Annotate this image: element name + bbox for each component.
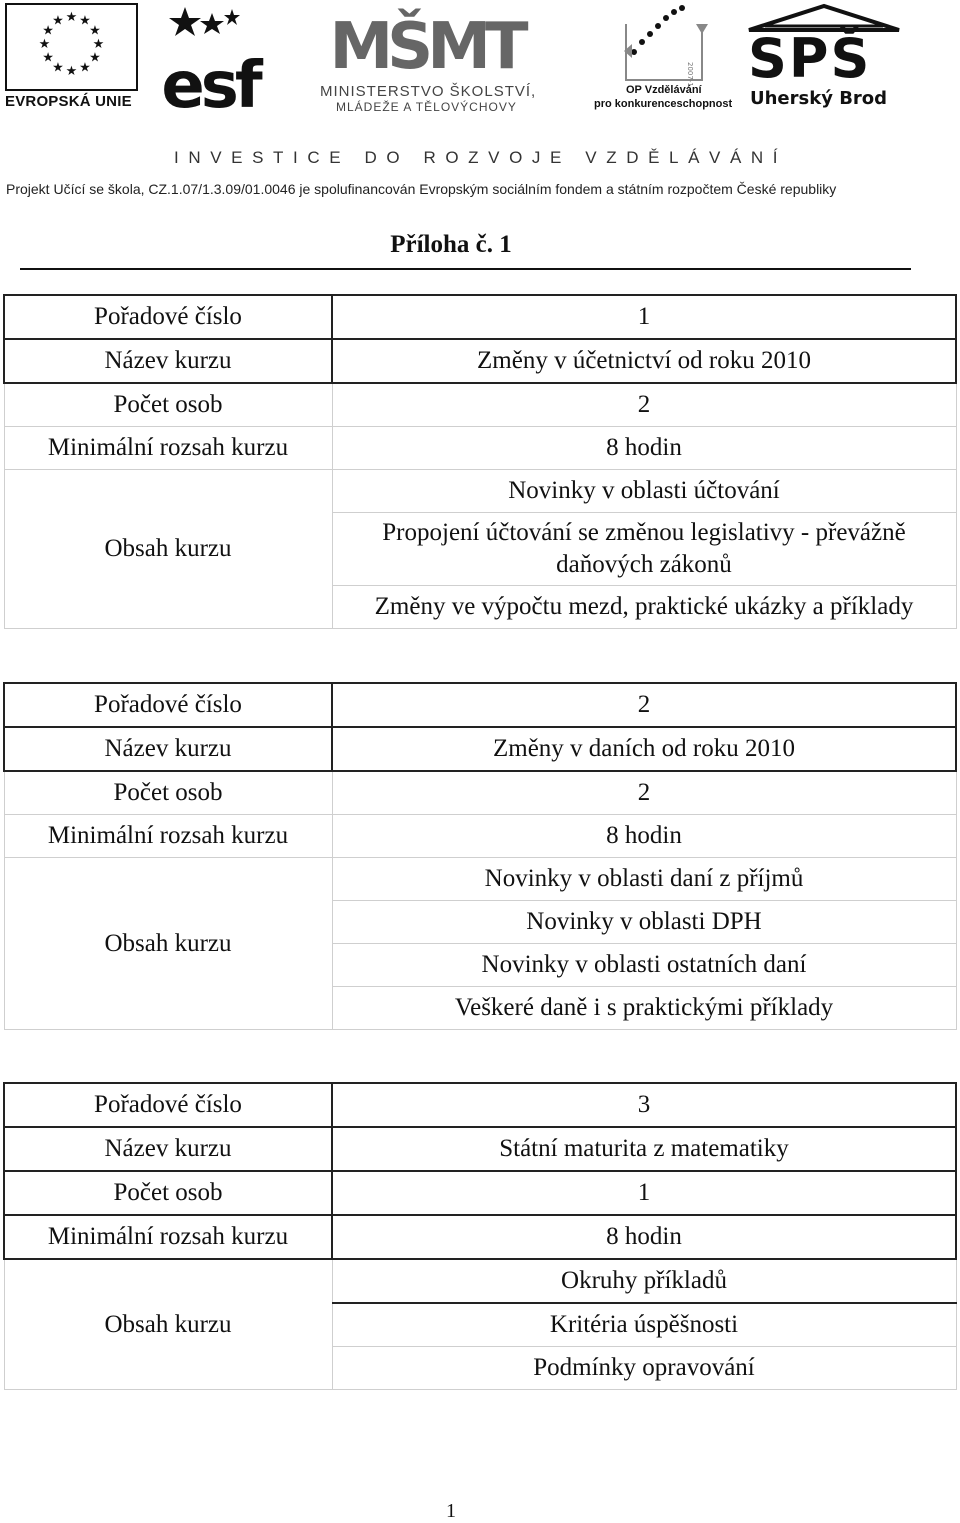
eu-label: EVROPSKÁ UNIE xyxy=(5,93,132,110)
content-item: Okruhy příkladů xyxy=(332,1259,956,1303)
persons-label: Počet osob xyxy=(4,771,332,815)
svg-text:★: ★ xyxy=(52,60,64,76)
sps-word: SPŠ xyxy=(748,27,872,90)
svg-text:MŠMT: MŠMT xyxy=(329,10,523,82)
name-value: Změny v daních od roku 2010 xyxy=(332,727,956,771)
svg-text:★: ★ xyxy=(79,13,91,29)
course-table-1 xyxy=(3,294,957,629)
table-row xyxy=(4,815,956,858)
table-row xyxy=(4,427,956,470)
min-scope-value: 8 hodin xyxy=(332,1215,956,1259)
project-line: Projekt Učící se škola, CZ.1.07/1.3.09/01.0046 je spolufinancován Evropským sociálním fondem a státním rozpočtem České republiky xyxy=(6,181,837,197)
persons-value: 1 xyxy=(332,1171,956,1215)
sps-city: Uherský Brod xyxy=(750,88,888,109)
table-row xyxy=(4,339,956,383)
table-row xyxy=(4,858,956,901)
svg-text:★: ★ xyxy=(42,50,54,66)
table-row xyxy=(4,383,956,427)
svg-text:★: ★ xyxy=(38,37,51,52)
persons-value: 2 xyxy=(332,383,956,427)
order-value: 3 xyxy=(332,1083,956,1127)
table-row xyxy=(4,771,956,815)
table-row xyxy=(4,683,956,727)
content-item: Novinky v oblasti účtování xyxy=(332,470,956,513)
table-row xyxy=(4,727,956,771)
svg-text:★: ★ xyxy=(89,23,101,39)
header-logos xyxy=(0,0,960,210)
svg-text:2007-13: 2007-13 xyxy=(686,62,694,86)
esf-logo xyxy=(150,3,276,111)
op-line1: OP Vzdělávání xyxy=(626,84,702,96)
persons-value: 2 xyxy=(332,771,956,815)
svg-text:★: ★ xyxy=(92,37,105,52)
name-label: Název kurzu xyxy=(4,727,332,771)
table-row xyxy=(4,1215,956,1259)
order-value: 1 xyxy=(332,295,956,339)
eu-stars-icon xyxy=(7,5,136,89)
page-title: Příloha č. 1 xyxy=(390,231,512,258)
svg-text:★: ★ xyxy=(65,64,78,79)
order-value: 2 xyxy=(332,683,956,727)
content-item: Novinky v oblasti ostatních daní xyxy=(332,944,956,987)
content-item: Podmínky opravování xyxy=(332,1347,956,1390)
content-item: Propojení účtování se změnou legislativy - převážně daňových zákonů xyxy=(332,513,956,586)
persons-label: Počet osob xyxy=(4,1171,332,1215)
course-table-2 xyxy=(3,682,957,1030)
invest-slogan: INVESTICE DO ROZVOJE VZDĚLÁVÁNÍ xyxy=(174,148,788,167)
min-scope-value: 8 hodin xyxy=(332,427,956,470)
svg-text:★: ★ xyxy=(42,23,54,39)
content-item: Změny ve výpočtu mezd, praktické ukázky a příklady xyxy=(332,586,956,629)
order-label: Pořadové číslo xyxy=(4,683,332,727)
min-scope-label: Minimální rozsah kurzu xyxy=(4,1215,332,1259)
content-label: Obsah kurzu xyxy=(4,1259,332,1390)
order-label: Pořadové číslo xyxy=(4,1083,332,1127)
name-value: Změny v účetnictví od roku 2010 xyxy=(332,339,956,383)
msmt-line1: MINISTERSTVO ŠKOLSTVÍ, xyxy=(320,83,537,100)
op-line2: pro konkurenceschopnost xyxy=(594,98,733,110)
name-value: Státní maturita z matematiky xyxy=(332,1127,956,1171)
table-row xyxy=(4,1171,956,1215)
content-item: Veškeré daně i s praktickými příklady xyxy=(332,987,956,1030)
svg-text:esf: esf xyxy=(161,49,259,111)
content-label: Obsah kurzu xyxy=(4,858,332,1030)
eu-flag-logo xyxy=(5,3,138,91)
svg-text:★: ★ xyxy=(65,10,78,25)
svg-text:★: ★ xyxy=(52,13,64,29)
content-label: Obsah kurzu xyxy=(4,470,332,629)
table-row xyxy=(4,295,956,339)
table-row xyxy=(4,1259,956,1303)
svg-text:★: ★ xyxy=(79,60,91,76)
min-scope-label: Minimální rozsah kurzu xyxy=(4,815,332,858)
table-row xyxy=(4,470,956,513)
table-row xyxy=(4,1127,956,1171)
min-scope-value: 8 hodin xyxy=(332,815,956,858)
name-label: Název kurzu xyxy=(4,339,332,383)
min-scope-label: Minimální rozsah kurzu xyxy=(4,427,332,470)
page-number: 1 xyxy=(446,1500,456,1522)
content-item: Novinky v oblasti daní z příjmů xyxy=(332,858,956,901)
table-row xyxy=(4,1083,956,1127)
content-item: Novinky v oblasti DPH xyxy=(332,901,956,944)
name-label: Název kurzu xyxy=(4,1127,332,1171)
course-table-3 xyxy=(3,1082,957,1390)
svg-text:★: ★ xyxy=(89,50,101,66)
msmt-line2: MLÁDEŽE A TĚLOVÝCHOVY xyxy=(336,100,517,114)
persons-label: Počet osob xyxy=(4,383,332,427)
content-item: Kritéria úspěšnosti xyxy=(332,1303,956,1347)
order-label: Pořadové číslo xyxy=(4,295,332,339)
title-rule xyxy=(20,268,911,270)
